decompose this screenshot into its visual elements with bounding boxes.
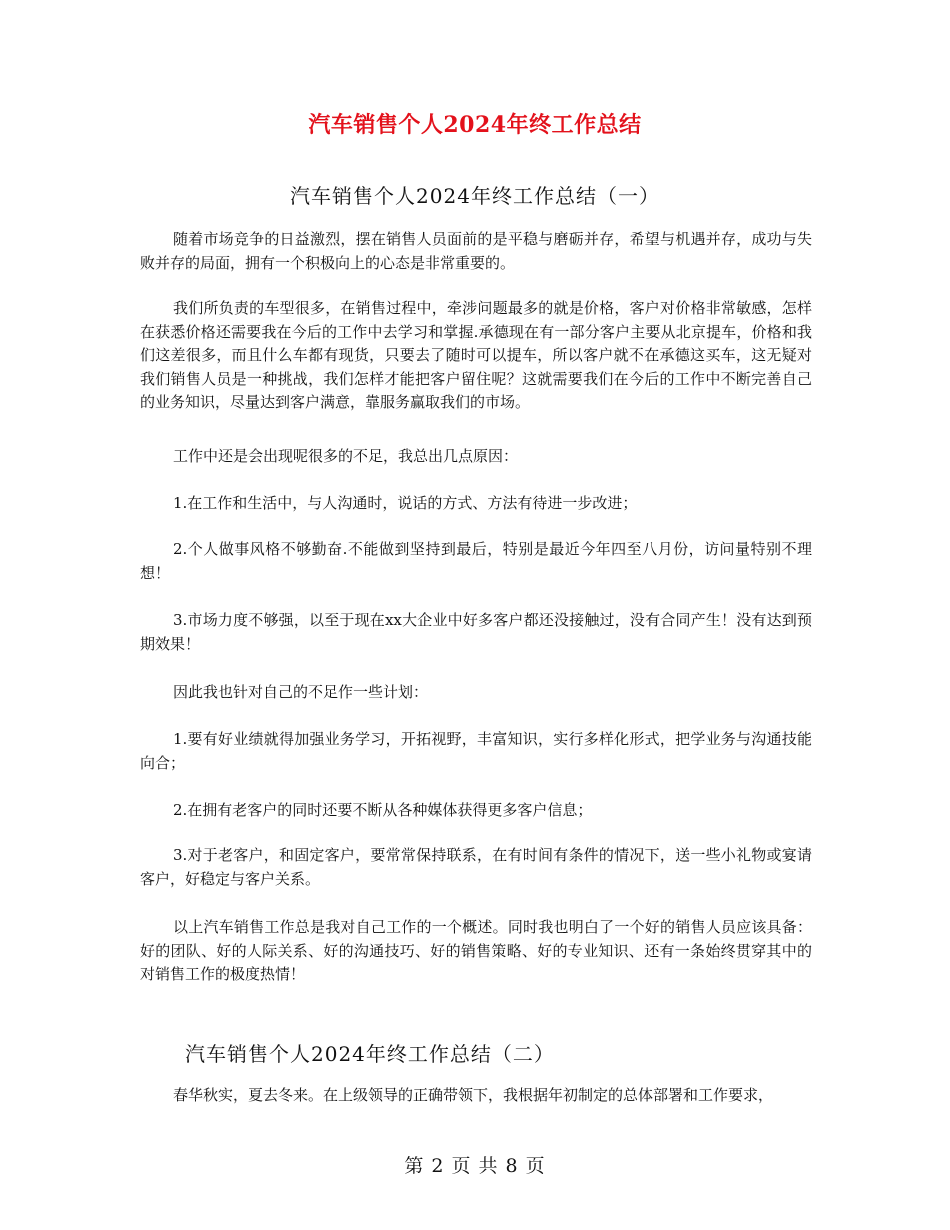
paragraph-intro: 随着市场竞争的日益激烈，摆在销售人员面前的是平稳与磨砺并存，希望与机遇并存，成功与失败并存的局面，拥有一个积极向上的心态是非常重要的。 [140,230,812,272]
paragraph-plan-1: 1.要有好业绩就得加强业务学习，开拓视野，丰富知识，实行多样化形式，把学业务与沟通技能向合； [140,730,812,772]
paragraph-plan-3: 3.对于老客户，和固定客户，要常常保持联系，在有时间有条件的情况下，送一些小礼物或宴请客户，好稳定与客户关系。 [140,846,812,888]
paragraph-plan-2: 2.在拥有老客户的同时还要不断从各种媒体获得更多客户信息； [173,801,593,819]
section-2-title: 汽车销售个人2024年终工作总结（二） [185,1042,555,1066]
paragraph-conclusion: 以上汽车销售工作总是我对自己工作的一个概述。同时我也明白了一个好的销售人员应该具备：好的团队、好的人际关系、好的沟通技巧、好的销售策略、好的专业知识、还有一条始终贯穿其中的对销售工作的极度热情！ [140,918,812,983]
paragraph-shortcomings-intro: 工作中还是会出现呢很多的不足，我总出几点原因： [173,447,519,465]
paragraph-shortcoming-2: 2.个人做事风格不够勤奋.不能做到坚持到最后，特别是最近今年四至八月份，访问量特别不理想！ [140,540,812,582]
document-title: 汽车销售个人2024年终工作总结 [308,112,642,138]
paragraph-section-2-start: 春华秋实，夏去冬来。在上级领导的正确带领下，我根据年初制定的总体部署和工作要求， [173,1086,774,1104]
page-number-footer: 第 2 页 共 8 页 [404,1155,546,1177]
section-1-title: 汽车销售个人2024年终工作总结（一） [290,184,660,208]
paragraph-shortcoming-3: 3.市场力度不够强，以至于现在xx大企业中好多客户都还没接触过，没有合同产生！没有达到预期效果！ [140,611,812,653]
paragraph-pricing: 我们所负责的车型很多，在销售过程中，牵涉问题最多的就是价格，客户对价格非常敏感，怎样在获悉价格还需要我在今后的工作中去学习和掌握.承德现在有一部分客户主要从北京提车，价格和我们这差很多，而且什么车都有现货，只要去了随时可以提车，所以客户就不在承德这买车，这无疑对我们销售人员是一种挑战，我们怎样才能把客户留住呢？这就需要我们在今后的工作中不断完善自己的业务知识，尽量达到客户满意，靠服务赢取我们的市场。 [140,299,812,411]
paragraph-shortcoming-1: 1.在工作和生活中，与人沟通时，说话的方式、方法有待进一步改进； [173,494,638,512]
paragraph-plan-intro: 因此我也针对自己的不足作一些计划： [173,683,429,701]
